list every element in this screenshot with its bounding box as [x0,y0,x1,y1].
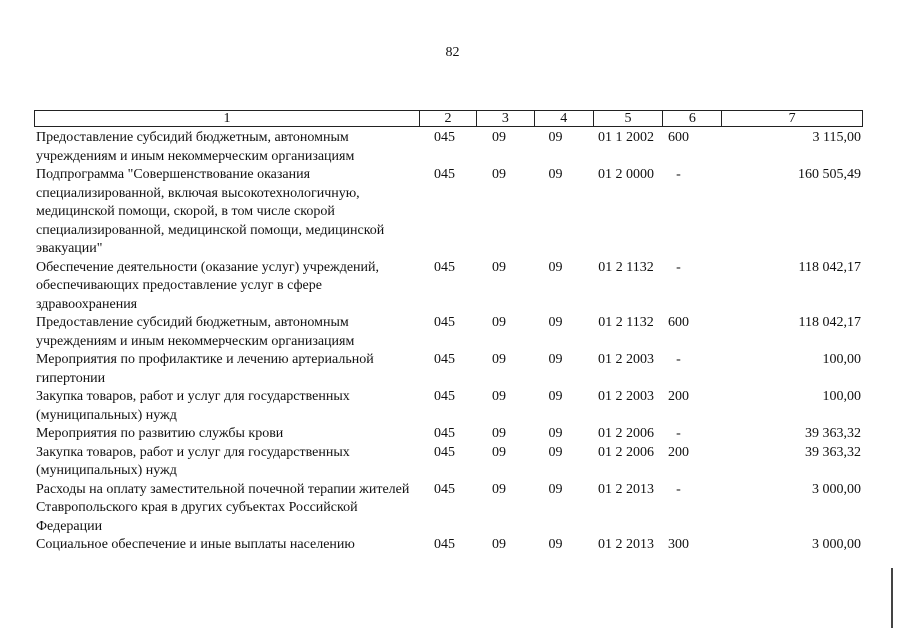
row-col-2: 045 [434,352,455,367]
table-row [34,481,863,537]
row-col-4: 09 [548,167,563,182]
row-col-5: 01 2 2006 [598,426,654,441]
row-name: Мероприятия по развитию службы крови [36,426,284,441]
header-col-5: 5 [594,111,664,126]
table-row [34,166,863,259]
row-amount: 3 115,00 [812,130,861,145]
table-header [34,110,863,127]
header-col-4: 4 [535,111,594,126]
table-row [34,351,863,388]
row-col-2: 045 [434,389,455,404]
row-col-3: 09 [492,537,506,552]
table-row [34,444,863,481]
row-amount: 3 000,00 [812,481,861,497]
row-col-4: 09 [548,389,563,404]
header-col-6: 6 [663,111,722,126]
row-name: Мероприятия по профилактике и лечению артериальной гипертонии [36,352,374,386]
row-col-5: 01 2 2003 [598,389,654,404]
row-col-6: 300 [668,537,689,552]
row-col-4: 09 [548,481,563,497]
row-col-6: 600 [668,315,689,330]
table-row [34,425,863,444]
row-col-3: 09 [492,167,506,182]
row-amount: 100,00 [822,389,861,404]
row-col-5: 01 2 2013 [598,537,654,552]
row-col-2: 045 [434,259,455,275]
row-col-2: 045 [434,537,455,552]
row-name: Закупка товаров, работ и услуг для государственных (муниципальных) нужд [36,444,350,478]
row-col-5: 01 2 1132 [598,259,654,275]
table-row [34,259,863,315]
row-col-3: 09 [492,259,506,275]
row-col-4: 09 [548,352,563,367]
row-col-5: 01 2 0000 [598,167,654,182]
page-number: 82 [445,45,460,60]
row-col-3: 09 [492,130,506,145]
header-col-2: 2 [420,111,477,126]
header-col-7: 7 [788,111,796,126]
row-name: Обеспечение деятельности (оказание услуг) учреждений, обеспечивающих предоставление услуг в сфере здравоохранения [36,259,380,312]
row-col-6: - [676,481,681,497]
row-name: Социальное обеспечение и иные выплаты населению [36,537,355,552]
row-amount: 3 000,00 [812,537,861,552]
table-row [34,388,863,425]
row-col-6: - [676,352,681,367]
row-amount: 160 505,49 [798,167,861,182]
header-col-1: 1 [35,111,420,126]
row-col-4: 09 [548,537,563,552]
row-col-4: 09 [548,259,563,275]
row-name: Предоставление субсидий бюджетным, автономным учреждениям и иным некоммерческим организациям [36,130,355,164]
row-amount: 39 363,32 [805,426,861,441]
row-col-3: 09 [492,352,506,367]
row-col-2: 045 [434,444,455,460]
row-col-5: 01 1 2002 [598,130,654,145]
row-amount: 118 042,17 [798,315,861,330]
row-col-2: 045 [434,130,455,145]
row-col-3: 09 [492,315,506,330]
row-col-4: 09 [548,444,563,460]
row-col-6: 200 [668,444,689,460]
row-col-5: 01 2 2003 [598,352,654,367]
row-col-3: 09 [492,426,506,441]
row-col-4: 09 [548,426,563,441]
header-col-3: 3 [477,111,535,126]
row-col-2: 045 [434,481,455,497]
row-col-2: 045 [434,426,455,441]
row-col-2: 045 [434,315,455,330]
row-name: Подпрограмма "Совершенствование оказания специализированной, включая высокотехнологичную, медицинской помощи, скорой, в том числе скорой специализированной, медицинской помощи, медицинской эвакуации" [36,167,385,256]
table-row [34,314,863,351]
row-col-3: 09 [492,444,506,460]
row-col-5: 01 2 2006 [598,444,654,460]
table-row [34,129,863,166]
row-col-6: 200 [668,389,689,404]
table-row [34,536,863,555]
row-amount: 118 042,17 [798,259,861,275]
row-col-6: - [676,167,681,182]
row-col-2: 045 [434,167,455,182]
row-name: Закупка товаров, работ и услуг для государственных (муниципальных) нужд [36,389,350,423]
row-col-3: 09 [492,389,506,404]
row-col-6: 600 [668,130,689,145]
row-amount: 100,00 [822,352,861,367]
row-col-6: - [676,426,681,441]
row-name: Расходы на оплату заместительной почечной терапии жителей Ставропольского края в других субъектах Российской Федерации [36,481,410,534]
row-col-6: - [676,259,681,275]
row-amount: 39 363,32 [805,444,861,460]
row-name: Предоставление субсидий бюджетным, автономным учреждениям и иным некоммерческим организациям [36,315,355,349]
row-col-4: 09 [548,130,563,145]
row-col-4: 09 [548,315,563,330]
margin-line [891,568,893,628]
row-col-3: 09 [492,481,506,497]
table-body [34,129,863,555]
row-col-5: 01 2 2013 [598,481,654,497]
row-col-5: 01 2 1132 [598,315,654,330]
